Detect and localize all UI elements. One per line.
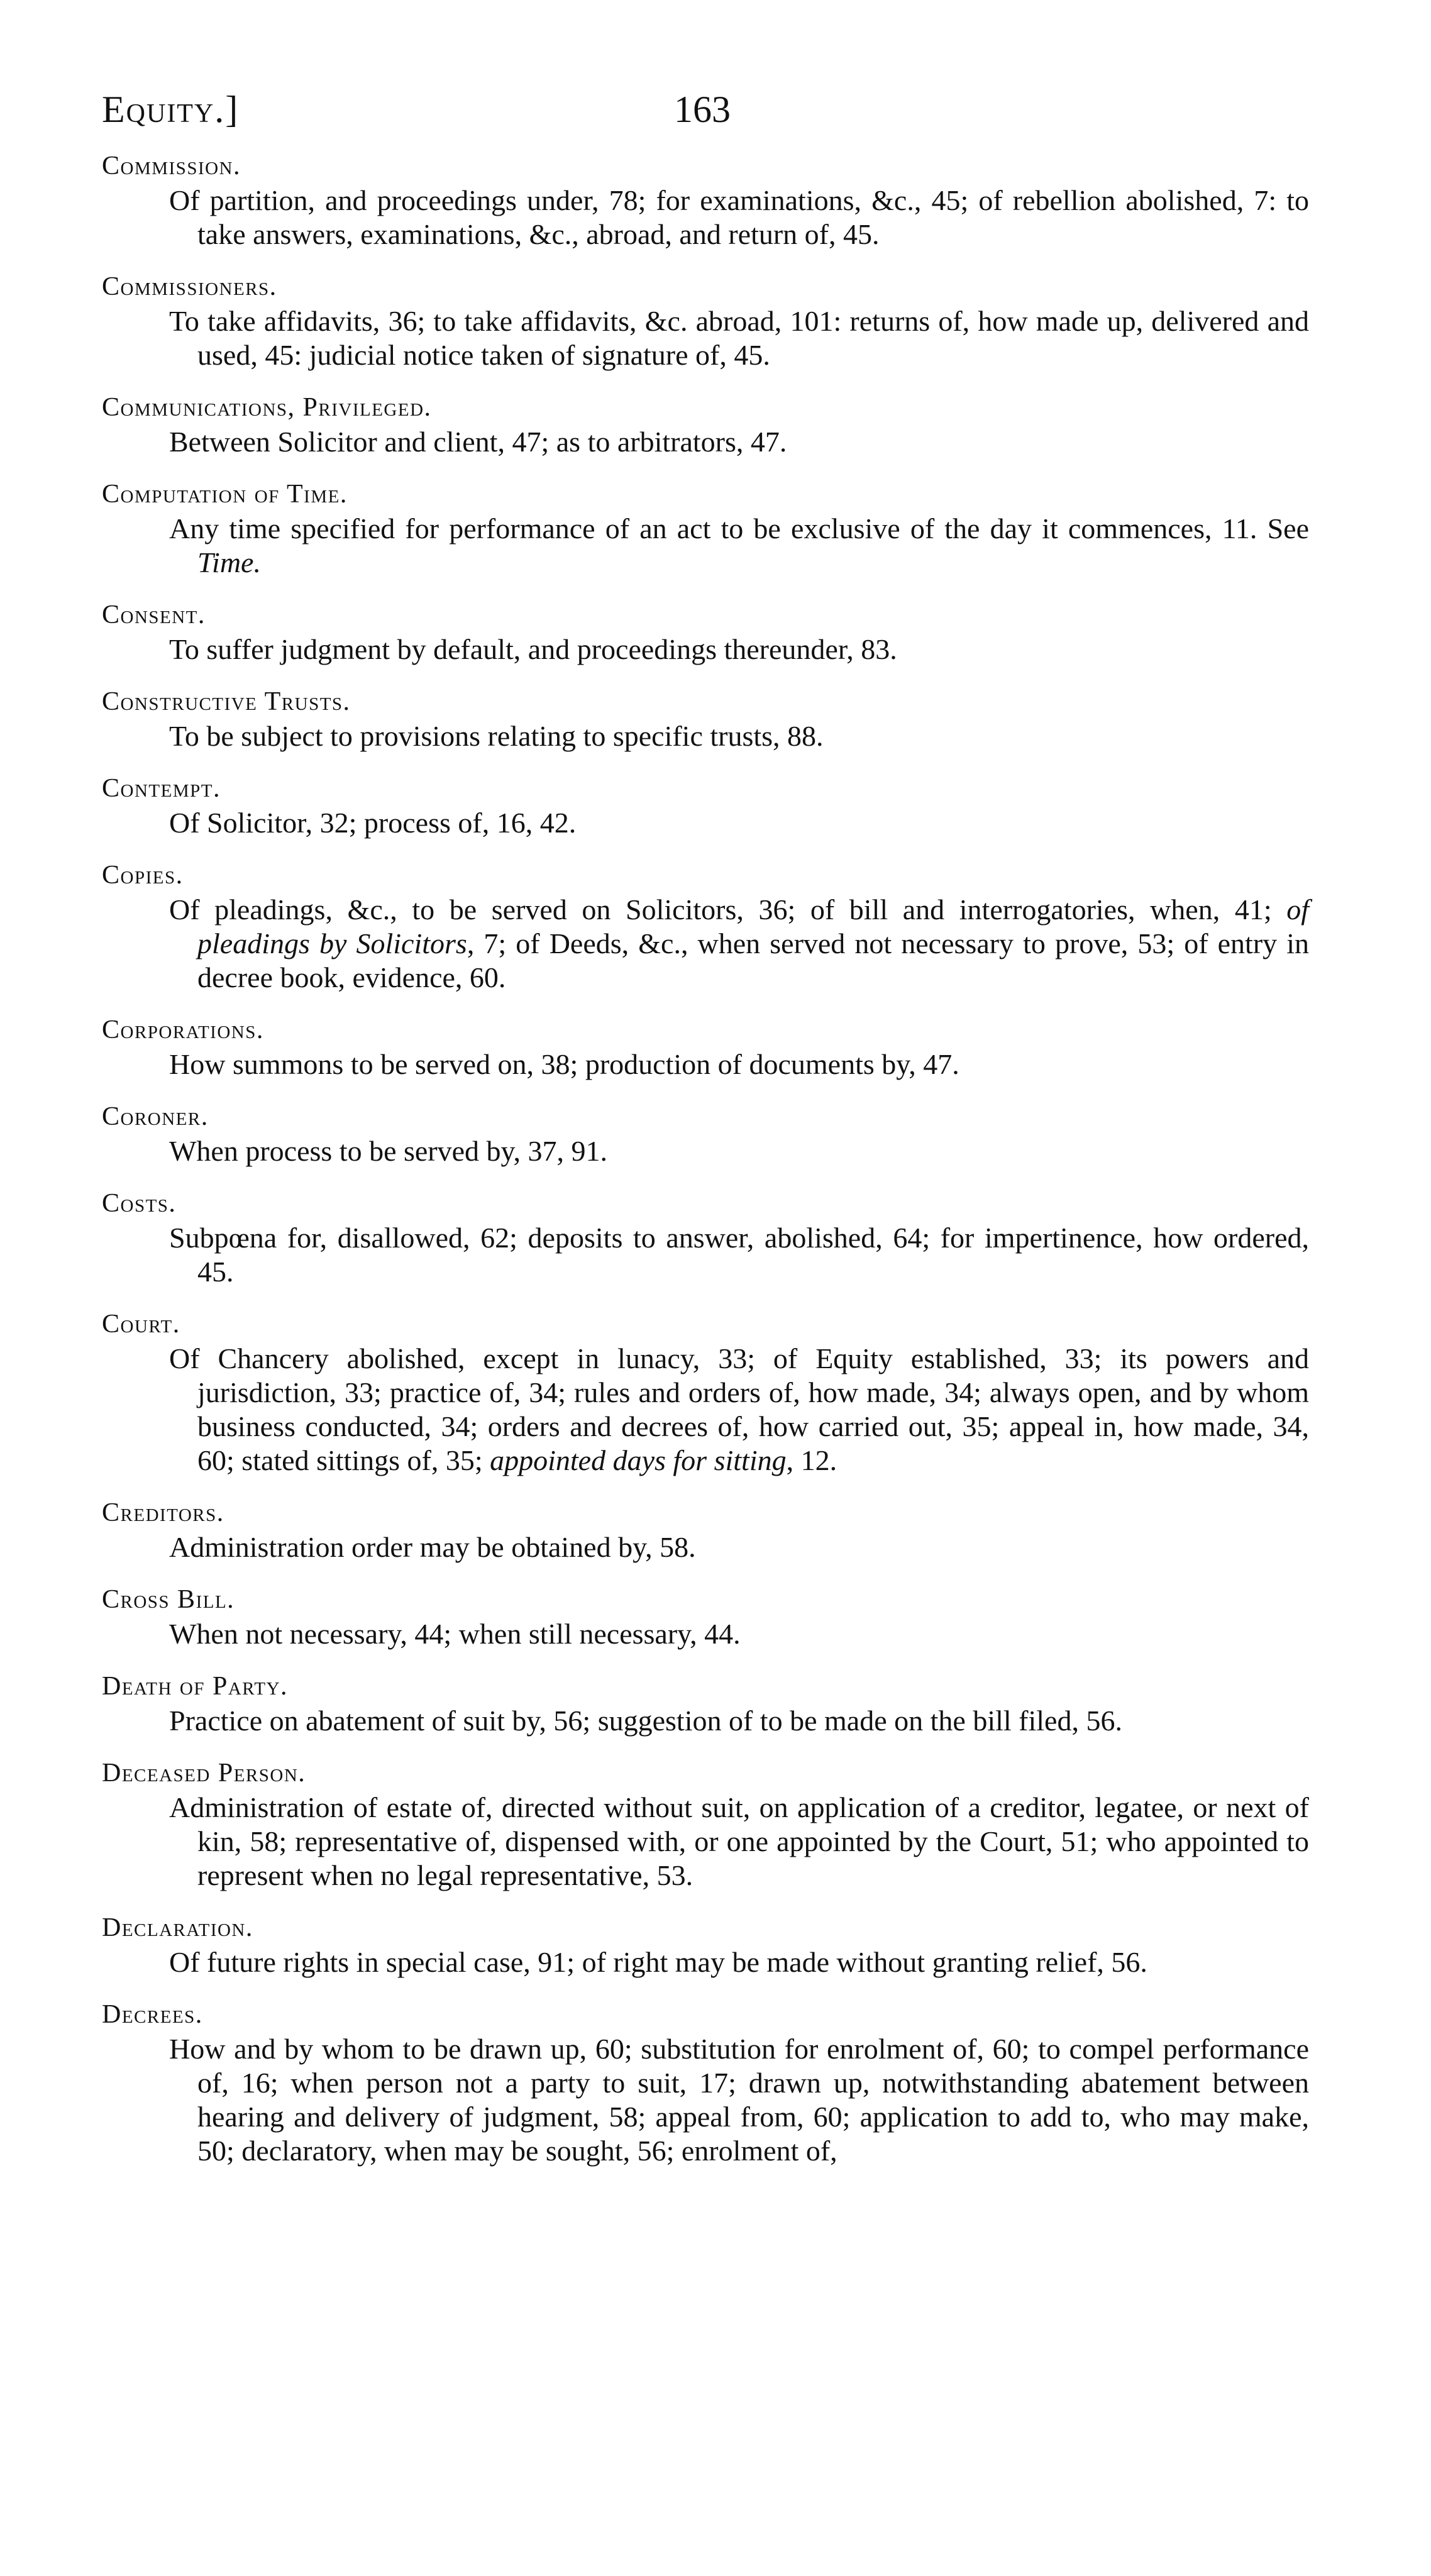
entry-body — [130, 1791, 1309, 1893]
entry-heading: Commission. — [102, 152, 241, 180]
entry-text: Of pleadings, &c., to be served on Solicitors, 36; of bill and interrogatories, when, 41; — [169, 893, 1287, 926]
running-head-section: Equity.] — [102, 89, 240, 130]
entry-heading: Death of Party. — [102, 1672, 289, 1701]
entry-body — [130, 719, 1309, 753]
index-entry — [102, 1910, 1309, 1979]
index-entry — [102, 684, 1309, 753]
entry-heading: Decrees. — [102, 2000, 203, 2029]
entry-body — [130, 1134, 1309, 1168]
entry-cross-reference: Time. — [197, 546, 261, 578]
entry-body — [130, 184, 1309, 252]
index-entry — [102, 1012, 1309, 1081]
index-entry — [102, 1582, 1309, 1651]
index-entries — [102, 148, 1309, 2168]
entry-text: Of partition, and proceedings under, 78; for examinations, &c., 45; of rebellion abolished, 7: to take answers, examinations, &c., abroad, and return of, 45. — [169, 184, 1309, 250]
entry-body — [130, 1221, 1309, 1289]
entry-heading: Contempt. — [102, 774, 221, 803]
index-page — [102, 88, 1309, 2168]
entry-body — [130, 1048, 1309, 1081]
entry-heading: Cross Bill. — [102, 1585, 235, 1614]
entry-text: When process to be served by, 37, 91. — [169, 1135, 608, 1167]
entry-text: Of Solicitor, 32; process of, 16, 42. — [169, 807, 577, 839]
entry-heading: Communications, Privileged. — [102, 393, 432, 422]
index-entry — [102, 390, 1309, 459]
entry-text: Of future rights in special case, 91; of right may be made without granting relief, 56. — [169, 1946, 1147, 1978]
entry-body — [130, 1530, 1309, 1564]
page-number: 163 — [674, 89, 731, 130]
entry-text: When not necessary, 44; when still necessary, 44. — [169, 1618, 741, 1650]
index-entry — [102, 1186, 1309, 1289]
index-entry — [102, 1669, 1309, 1738]
entry-body — [130, 633, 1309, 666]
index-entry — [102, 771, 1309, 840]
entry-text: To suffer judgment by default, and proceedings thereunder, 83. — [169, 633, 897, 665]
entry-text: To take affidavits, 36; to take affidavits, &c. abroad, 101: returns of, how made up, delivered and used, 45: judicial notice taken of signature of, 45. — [169, 305, 1309, 371]
entry-text: How and by whom to be drawn up, 60; substitution for enrolment of, 60; to compel performance of, 16; when person not a party to suit, 17; drawn up, notwithstanding abatement between hearing and delivery of judgment, 58; appeal from, 60; application to add to, who may make, 50; declaratory, when may be sought, 56; enrolment of, — [169, 2033, 1309, 2167]
index-entry — [102, 1307, 1309, 1478]
entry-cross-reference: of pleadings by Solicitors — [197, 893, 1309, 959]
index-entry — [102, 597, 1309, 666]
entry-heading: Consent. — [102, 600, 206, 629]
entry-text: , 7; of Deeds, &c., when served not necessary to prove, 53; of entry in decree book, evidence, 60. — [197, 927, 1310, 993]
entry-heading: Costs. — [102, 1189, 177, 1218]
index-entry — [102, 1755, 1309, 1893]
entry-heading: Corporations. — [102, 1015, 264, 1044]
entry-text: Between Solicitor and client, 47; as to arbitrators, 47. — [169, 426, 787, 458]
entry-body — [130, 425, 1309, 459]
entry-text: Subpœna for, disallowed, 62; deposits to answer, abolished, 64; for impertinence, how ordered, 45. — [169, 1222, 1309, 1288]
entry-body — [130, 304, 1309, 372]
entry-heading: Constructive Trusts. — [102, 687, 351, 716]
entry-body — [130, 1342, 1309, 1478]
entry-heading: Commissioners. — [102, 272, 277, 301]
index-entry — [102, 269, 1309, 372]
index-entry — [102, 858, 1309, 995]
entry-body — [130, 893, 1309, 995]
entry-body — [130, 2032, 1309, 2168]
running-head — [102, 88, 1309, 148]
index-entry — [102, 477, 1309, 580]
entry-heading: Coroner. — [102, 1102, 209, 1131]
entry-heading: Declaration. — [102, 1913, 253, 1942]
entry-text: Practice on abatement of suit by, 56; suggestion of to be made on the bill filed, 56. — [169, 1705, 1122, 1737]
index-entry — [102, 1997, 1309, 2168]
entry-heading: Copies. — [102, 861, 184, 890]
entry-text: , 12. — [786, 1444, 837, 1476]
entry-body — [130, 1617, 1309, 1651]
entry-heading: Court. — [102, 1310, 180, 1339]
entry-body — [130, 1945, 1309, 1979]
entry-text: To be subject to provisions relating to specific trusts, 88. — [169, 720, 824, 752]
index-entry — [102, 1099, 1309, 1168]
index-entry — [102, 1495, 1309, 1564]
entry-text: Administration order may be obtained by, 58. — [169, 1531, 696, 1563]
entry-text: How summons to be served on, 38; production of documents by, 47. — [169, 1048, 959, 1080]
entry-text: Administration of estate of, directed without suit, on application of a creditor, legatee, or next of kin, 58; representative of, dispensed with, or one appointed by the Court, 51; who appointed to represent when no legal representative, 53. — [169, 1791, 1309, 1891]
entry-heading: Computation of Time. — [102, 480, 348, 509]
entry-heading: Deceased Person. — [102, 1759, 306, 1788]
entry-text: Of Chancery abolished, except in lunacy, 33; of Equity established, 33; its powers and jurisdiction, 33; practice of, 34; rules and orders of, how made, 34; always open, and by whom business conducted, 34; orders and decrees of, how carried out, 35; appeal in, how made, 34, 60; stated sittings of, 35; — [169, 1342, 1309, 1476]
entry-cross-reference: appointed days for sitting — [490, 1444, 787, 1476]
entry-heading: Creditors. — [102, 1498, 224, 1527]
entry-body — [130, 512, 1309, 580]
entry-body — [130, 1704, 1309, 1738]
entry-text: Any time specified for performance of an act to be exclusive of the day it commences, 11. See — [169, 512, 1309, 544]
index-entry — [102, 148, 1309, 252]
entry-body — [130, 806, 1309, 840]
